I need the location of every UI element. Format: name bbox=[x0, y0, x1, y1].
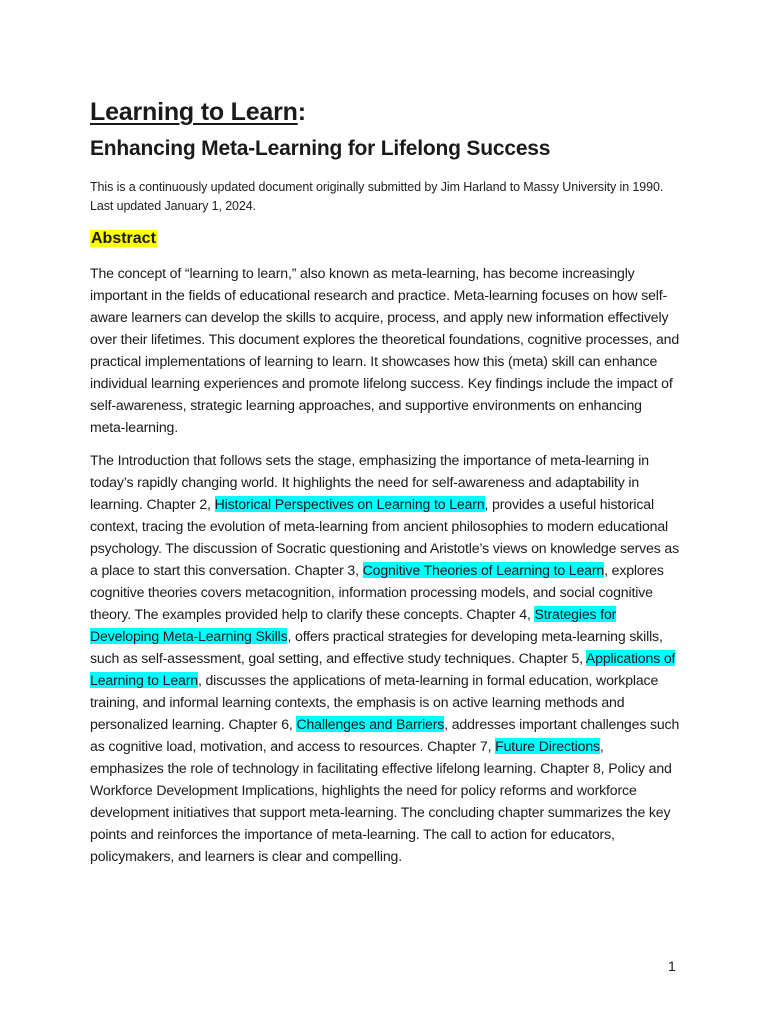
chapter-6-link[interactable]: Challenges and Barriers bbox=[296, 716, 445, 732]
intro-text-7: , emphasizes the role of technology in facilitating effective lifelong learning. Chapter 8, Policy and Workforce Development Implications, highlights the need for policy reforms and workforce development initiatives that support meta-learning. The concluding chapter summarizes the key points and reinforces the importance of meta-learning. The call to action for educators, policymakers, and learners is clear and compelling. bbox=[90, 738, 672, 864]
document-meta-updated: Last updated January 1, 2024. bbox=[90, 199, 256, 213]
document-title-colon: : bbox=[297, 98, 306, 126]
chapter-4-link[interactable]: Strategies for Developing Meta-Learning Skills bbox=[90, 606, 617, 644]
intro-text-2: , provides a useful historical context, tracing the evolution of meta-learning from ancient philosophies to modern educational psychology. The discussion of Socratic questioning and Aristotle’s views on knowledge serves as a place to start this conversation. Chapter 3, bbox=[90, 496, 679, 578]
document-page bbox=[90, 92, 680, 867]
abstract-paragraph: The concept of “learning to learn,” also known as meta-learning, has become increasingly important in the fields of educational research and practice. Meta-learning focuses on how self-aware learners can develop the skills to acquire, process, and apply new information effectively over their lifetimes. This document explores the theoretical foundations, cognitive processes, and practical implementations of learning to learn. It showcases how this (meta) skill can enhance individual learning experiences and promote lifelong success. Key findings include the impact of self-awareness, strategic learning approaches, and supportive environments on enhancing meta-learning. bbox=[90, 265, 680, 435]
intro-text-5: , discusses the applications of meta-learning in formal education, workplace training, and informal learning contexts, the emphasis is on active learning methods and personalized learning. Chapter 6, bbox=[90, 672, 659, 732]
chapter-7-link[interactable]: Future Directions bbox=[495, 738, 600, 754]
chapter-5-link[interactable]: Applications of Learning to Learn bbox=[90, 650, 676, 688]
intro-text-6: , addresses important challenges such as cognitive load, motivation, and access to resources. Chapter 7, bbox=[90, 716, 680, 754]
intro-text-4: , offers practical strategies for developing meta-learning skills, such as self-assessment, goal setting, and effective study techniques. Chapter 5, bbox=[90, 628, 663, 666]
page-number: 1 bbox=[668, 958, 676, 974]
document-meta-origin: This is a continuously updated document originally submitted by Jim Harland to Massy University in 1990. bbox=[90, 180, 664, 194]
chapter-3-link[interactable]: Cognitive Theories of Learning to Learn bbox=[362, 562, 605, 578]
document-meta bbox=[90, 178, 680, 216]
chapter-2-link[interactable]: Historical Perspectives on Learning to Learn bbox=[214, 496, 485, 512]
abstract-heading bbox=[90, 227, 680, 251]
document-title bbox=[90, 92, 680, 132]
intro-text-1: The Introduction that follows sets the stage, emphasizing the importance of meta-learning in today’s rapidly changing world. It highlights the need for self-awareness and adaptability in learning. Chapter 2, bbox=[90, 452, 649, 512]
document-subtitle: Enhancing Meta-Learning for Lifelong Success bbox=[90, 137, 551, 160]
document-title-text: Learning to Learn bbox=[90, 98, 298, 126]
intro-text-3: , explores cognitive theories covers metacognition, information processing models, and social cognitive theory. The examples provided help to clarify these concepts. Chapter 4, bbox=[90, 562, 664, 622]
abstract-heading-text: Abstract bbox=[91, 230, 156, 247]
intro-paragraph bbox=[90, 449, 680, 867]
